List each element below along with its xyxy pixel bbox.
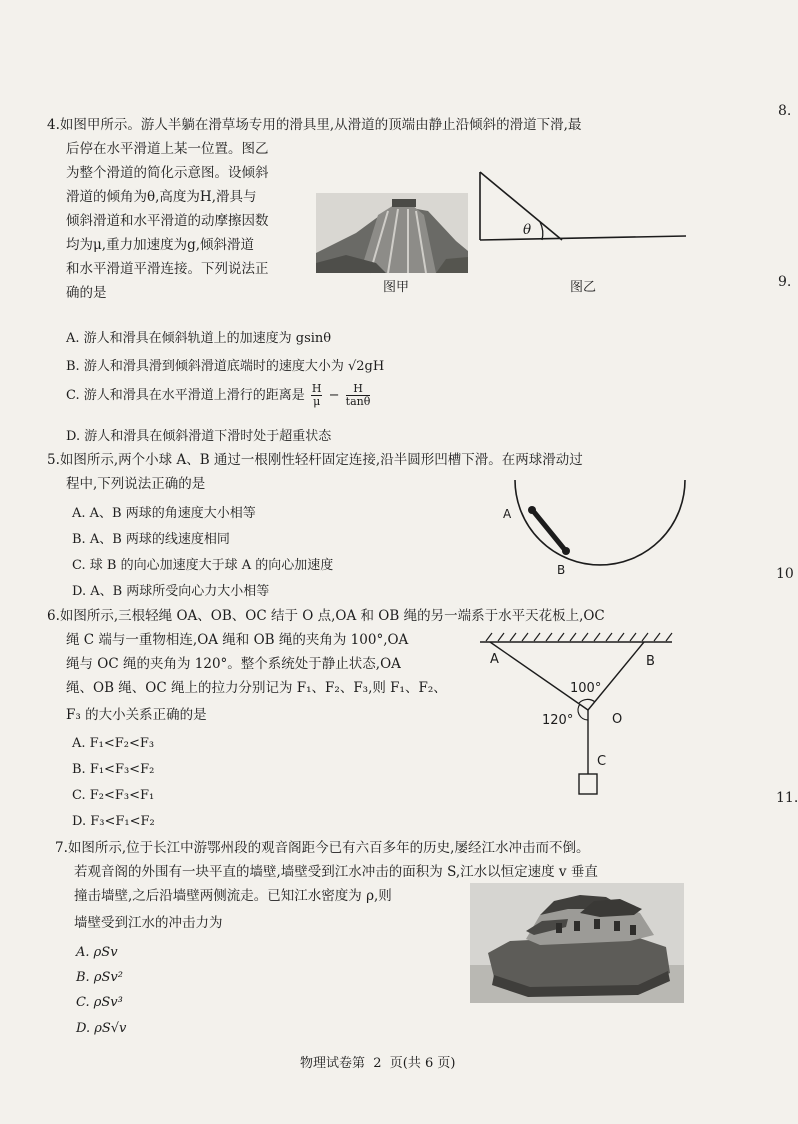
q6-label-c: C — [597, 754, 607, 769]
q4-option-d: D. 游人和滑具在倾斜滑道下滑时处于超重状态 — [66, 429, 332, 444]
q4-stem-line4: 滑道的倾角为θ,高度为H,滑具与 — [66, 189, 257, 205]
q4-caption-a: 图甲 — [383, 280, 410, 295]
q6-stem-line1: 6.如图所示,三根轻绳 OA、OB、OC 结于 O 点,OA 和 OB 绳的另一端系于水平天花板上,OC — [47, 608, 605, 624]
q4-angle-label: θ — [523, 222, 532, 238]
q4-option-c-minus: − — [328, 388, 340, 403]
q4-option-c — [66, 383, 372, 408]
q6-label-a: A — [490, 652, 499, 667]
q5-label-a: A — [503, 507, 512, 521]
q5-stem-line2: 程中,下列说法正确的是 — [66, 476, 206, 492]
q7-stem-line2: 若观音阁的外围有一块平直的墙壁,墙壁受到江水冲击的面积为 S,江水以恒定速度 v 垂直 — [74, 864, 598, 880]
q6-stem-line2: 绳 C 端与一重物相连,OA 绳和 OB 绳的夹角为 100°,OA — [66, 632, 409, 648]
page-footer: 物理试卷第 2 页(共 6 页) — [300, 1056, 456, 1071]
side-number-11: 11. — [776, 790, 798, 806]
q6-angle-100: 100° — [570, 681, 602, 696]
q5-option-c: C. 球 B 的向心加速度大于球 A 的向心加速度 — [72, 558, 334, 573]
q4-option-c-fraction-1: $\frac{H}{\mu}$ — [311, 382, 322, 408]
q4-option-b: B. 游人和滑具滑到倾斜滑道底端时的速度大小为 √2gH — [66, 359, 385, 374]
q5-option-a: A. A、B 两球的角速度大小相等 — [72, 506, 256, 521]
q4-stem-line7: 和水平滑道平滑连接。下列说法正 — [66, 261, 269, 277]
q6-stem-line4: 绳、OB 绳、OC 绳上的拉力分别记为 F₁、F₂、F₃,则 F₁、F₂、 — [66, 680, 447, 696]
q4-option-c-fraction-2: $\frac{H}{\tan\theta}$ — [345, 382, 371, 408]
q6-angle-120: 120° — [542, 713, 574, 728]
q5-semicircle-groove-diagram — [512, 478, 688, 572]
q7-stem-line1: 7.如图所示,位于长江中游鄂州段的观音阁距今已有六百多年的历史,屡经江水冲击而不倒。 — [55, 840, 590, 856]
q7-photo-guanyin-pavilion — [470, 883, 684, 1003]
q6-option-c: C. F₂<F₃<F₁ — [72, 788, 155, 803]
q6-label-o: O — [612, 712, 623, 727]
q4-stem-line6: 均为μ,重力加速度为g,倾斜滑道 — [66, 237, 254, 253]
q4-stem-line8: 确的是 — [66, 285, 107, 301]
side-number-8: 8. — [778, 103, 792, 119]
q6-stem-line5: F₃ 的大小关系正确的是 — [66, 707, 207, 723]
q4-option-a: A. 游人和滑具在倾斜轨道上的加速度为 gsinθ — [66, 331, 332, 346]
q6-stem-line3: 绳与 OC 绳的夹角为 120°。整个系统处于静止状态,OA — [66, 656, 401, 672]
q6-option-d: D. F₃<F₁<F₂ — [72, 814, 155, 829]
q4-stem-line3: 为整个滑道的简化示意图。设倾斜 — [66, 165, 269, 181]
q4-stem-line1: 4.如图甲所示。游人半躺在滑草场专用的滑具里,从滑道的顶端由静止沿倾斜的滑道下滑,最 — [47, 117, 582, 133]
q5-stem-line1: 5.如图所示,两个小球 A、B 通过一根刚性轻杆固定连接,沿半圆形凹槽下滑。在两球滑动过 — [47, 452, 583, 468]
q4-caption-b: 图乙 — [570, 280, 597, 295]
q4-option-c-text: C. 游人和滑具在水平滑道上滑行的距离是 — [66, 388, 305, 403]
q7-stem-line3: 撞击墙壁,之后沿墙壁两侧流走。已知江水密度为 ρ,则 — [74, 888, 392, 904]
q6-label-b: B — [646, 654, 655, 669]
q7-option-d: D. ρS√v — [76, 1021, 127, 1036]
q6-option-a: A. F₁<F₂<F₃ — [72, 736, 155, 751]
q5-option-d: D. A、B 两球所受向心力大小相等 — [72, 584, 270, 599]
q7-option-b: B. ρSv² — [76, 970, 123, 985]
q7-option-c: C. ρSv³ — [76, 995, 123, 1010]
side-number-9: 9. — [778, 274, 792, 290]
q6-option-b: B. F₁<F₃<F₂ — [72, 762, 155, 777]
q4-stem-line2: 后停在水平滑道上某一位置。图乙 — [66, 141, 269, 157]
q5-option-b: B. A、B 两球的线速度相同 — [72, 532, 230, 547]
q5-label-b: B — [557, 563, 566, 577]
side-number-10: 10 — [776, 566, 794, 582]
q4-stem-line5: 倾斜滑道和水平滑道的动摩擦因数 — [66, 213, 269, 229]
q7-stem-line4: 墙壁受到江水的冲击力为 — [74, 915, 223, 931]
q4-photo-grass-slide — [316, 193, 468, 273]
q4-slope-diagram — [476, 172, 686, 244]
q7-option-a: A. ρSv — [76, 945, 118, 960]
